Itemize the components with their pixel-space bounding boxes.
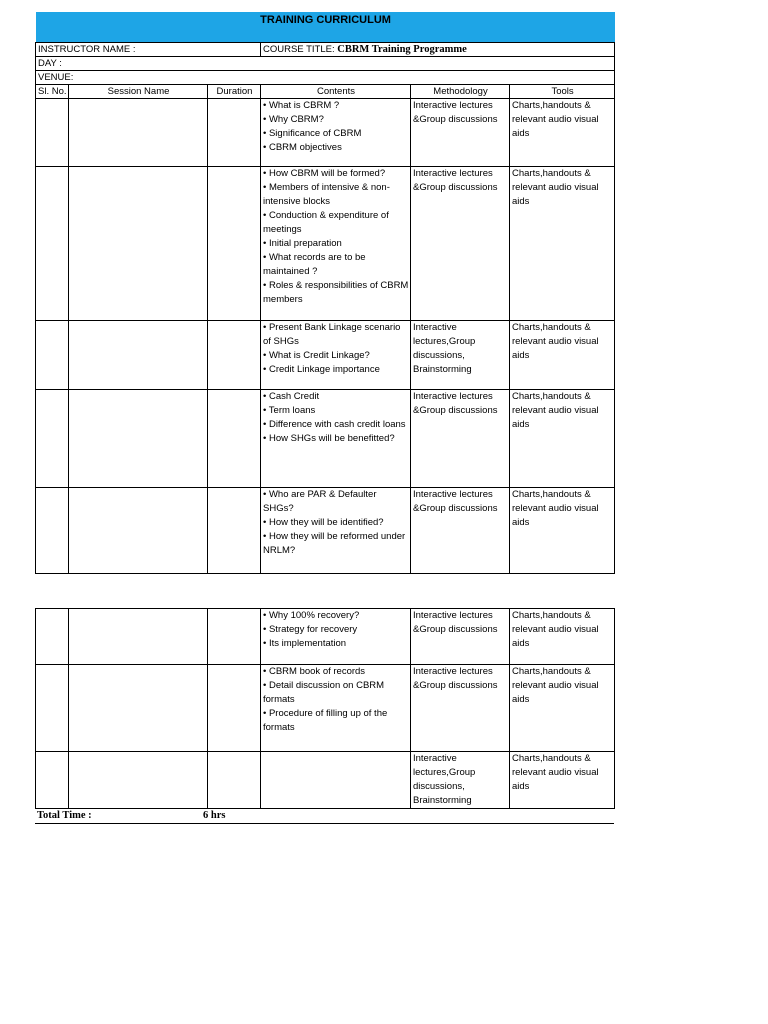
duration-cell [208,752,261,809]
sl-no-cell [36,488,69,574]
contents-cell [261,665,411,752]
tools-cell: Charts,handouts & relevant audio visual aids [510,665,615,752]
content-item: • Why CBRM? [263,114,324,125]
duration-cell [208,99,261,167]
day-label: DAY : [36,57,615,71]
col-tools: Tools [510,85,615,99]
sl-no-cell [36,167,69,321]
duration-cell [208,609,261,665]
sl-no-cell [36,99,69,167]
table-row [36,99,615,167]
content-item: • Roles & responsibilities of CBRM members [263,280,409,305]
table-row [36,390,615,488]
table-row [36,167,615,321]
tools-cell: Charts,handouts & relevant audio visual aids [510,167,615,321]
content-item: • How they will be identified? [263,517,384,528]
contents-cell [261,99,411,167]
content-item: • Detail discussion on CBRM formats [263,680,385,705]
session-name-cell [69,321,208,390]
course-title-label: COURSE TITLE: [263,44,335,55]
content-item: • Conduction & expenditure of meetings [263,210,389,235]
duration-cell [208,167,261,321]
contents-cell [261,752,411,809]
methodology-cell: Interactive lectures &Group discussions [411,99,510,167]
tools-cell: Charts,handouts & relevant audio visual aids [510,321,615,390]
methodology-cell: Interactive lectures,Group discussions, Brainstorming [411,752,510,809]
duration-cell [208,665,261,752]
duration-cell [208,488,261,574]
tools-cell: Charts,handouts & relevant audio visual aids [510,99,615,167]
venue-label: VENUE: [36,71,615,85]
content-item: • What is Credit Linkage? [263,350,370,361]
instructor-name-label: INSTRUCTOR NAME : [36,43,261,57]
methodology-cell: Interactive lectures &Group discussions [411,609,510,665]
curriculum-sheet [35,12,614,824]
content-item: • Significance of CBRM [263,128,362,139]
content-item: • Procedure of filling up of the formats [263,708,388,733]
column-header-row [36,85,615,99]
sl-no-cell [36,609,69,665]
table-row [36,488,615,574]
content-item: • Cash Credit [263,391,320,402]
sl-no-cell [36,752,69,809]
content-item: • How CBRM will be formed? [263,168,386,179]
course-title-cell [261,43,615,57]
content-item: • How SHGs will be benefitted? [263,433,395,444]
session-name-cell [69,609,208,665]
methodology-cell: Interactive lectures &Group discussions [411,665,510,752]
methodology-cell: Interactive lectures,Group discussions, Brainstorming [411,321,510,390]
content-item: • Strategy for recovery [263,624,358,635]
session-name-cell [69,752,208,809]
table-row [36,609,615,665]
col-duration: Duration [208,85,261,99]
contents-cell [261,488,411,574]
contents-cell [261,609,411,665]
tools-cell: Charts,handouts & relevant audio visual aids [510,752,615,809]
content-item: • Initial preparation [263,238,342,249]
session-name-cell [69,665,208,752]
col-methodology: Methodology [411,85,510,99]
content-item: • Credit Linkage importance [263,364,380,375]
session-name-cell [69,99,208,167]
content-item: • Difference with cash credit loans [263,419,406,430]
total-time-value: 6 hrs [203,810,226,821]
methodology-cell: Interactive lectures &Group discussions [411,390,510,488]
content-item: • Members of intensive & non-intensive blocks [263,182,390,207]
curriculum-table-part2 [35,608,615,809]
table-row [36,665,615,752]
course-title-value: CBRM Training Programme [337,44,467,55]
table-row [36,752,615,809]
content-item: • Who are PAR & Defaulter SHGs? [263,489,377,514]
total-time-label: Total Time : [37,810,92,821]
duration-cell [208,390,261,488]
contents-cell [261,167,411,321]
col-session-name: Session Name [69,85,208,99]
contents-cell [261,390,411,488]
sl-no-cell [36,321,69,390]
content-item: • CBRM book of records [263,666,366,677]
content-item: • What is CBRM ? [263,100,340,111]
methodology-cell: Interactive lectures &Group discussions [411,167,510,321]
total-time-row [35,809,614,824]
tools-cell: Charts,handouts & relevant audio visual aids [510,390,615,488]
duration-cell [208,321,261,390]
session-name-cell [69,488,208,574]
content-item: • What records are to be maintained ? [263,252,366,277]
methodology-cell: Interactive lectures &Group discussions [411,488,510,574]
content-item: • Term loans [263,405,316,416]
contents-cell [261,321,411,390]
tools-cell: Charts,handouts & relevant audio visual aids [510,488,615,574]
table-row [36,321,615,390]
content-item: • How they will be reformed under NRLM? [263,531,406,556]
curriculum-table-part1 [35,12,615,574]
col-sl-no: Sl. No. [36,85,69,99]
content-item: • Its implementation [263,638,347,649]
sheet-title: TRAINING CURRICULUM [36,12,615,43]
content-item: • CBRM objectives [263,142,342,153]
col-contents: Contents [261,85,411,99]
session-name-cell [69,167,208,321]
sl-no-cell [36,665,69,752]
sl-no-cell [36,390,69,488]
content-item: • Why 100% recovery? [263,610,360,621]
content-item: • Present Bank Linkage scenario of SHGs [263,322,401,347]
tools-cell: Charts,handouts & relevant audio visual aids [510,609,615,665]
session-name-cell [69,390,208,488]
